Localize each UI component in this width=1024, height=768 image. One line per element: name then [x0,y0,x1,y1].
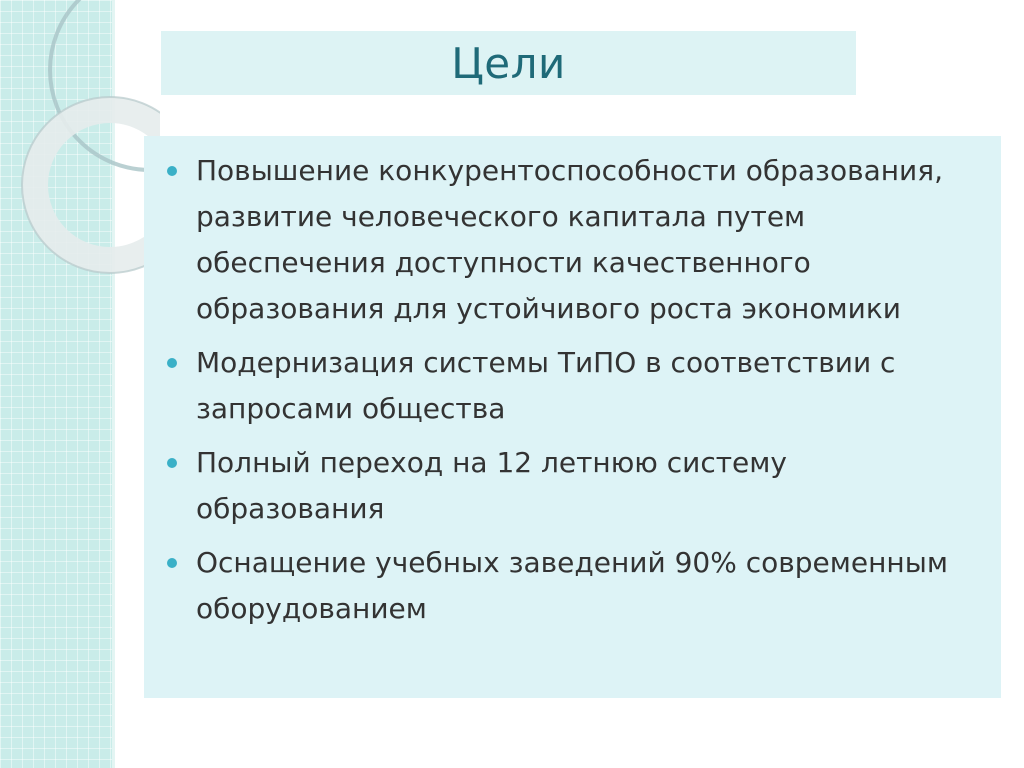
bullet-dot-icon [167,166,177,176]
bullet-dot-icon [167,458,177,468]
bullet-dot-icon [167,558,177,568]
bullet-item [164,340,981,432]
decorative-rings [0,0,160,320]
bullet-text: Оснащение учебных заведений 90% современным оборудованием [196,546,948,625]
bullet-text: Полный переход на 12 летнюю систему образования [196,446,787,525]
bullet-item [164,148,981,332]
title-banner [161,31,856,95]
bullet-dot-icon [167,358,177,368]
bullet-list [144,136,1001,632]
slide-title: Цели [451,38,566,88]
bullet-text: Повышение конкурентоспособности образования, развитие человеческого капитала путем обеспечения доступности качественного образования для устойчивого роста экономики [196,154,943,325]
bullet-text: Модернизация системы ТиПО в соответствии с запросами общества [196,346,896,425]
content-panel [144,136,1001,698]
decorative-ring-lower [35,110,160,260]
bullet-item [164,440,981,532]
bullet-item [164,540,981,632]
